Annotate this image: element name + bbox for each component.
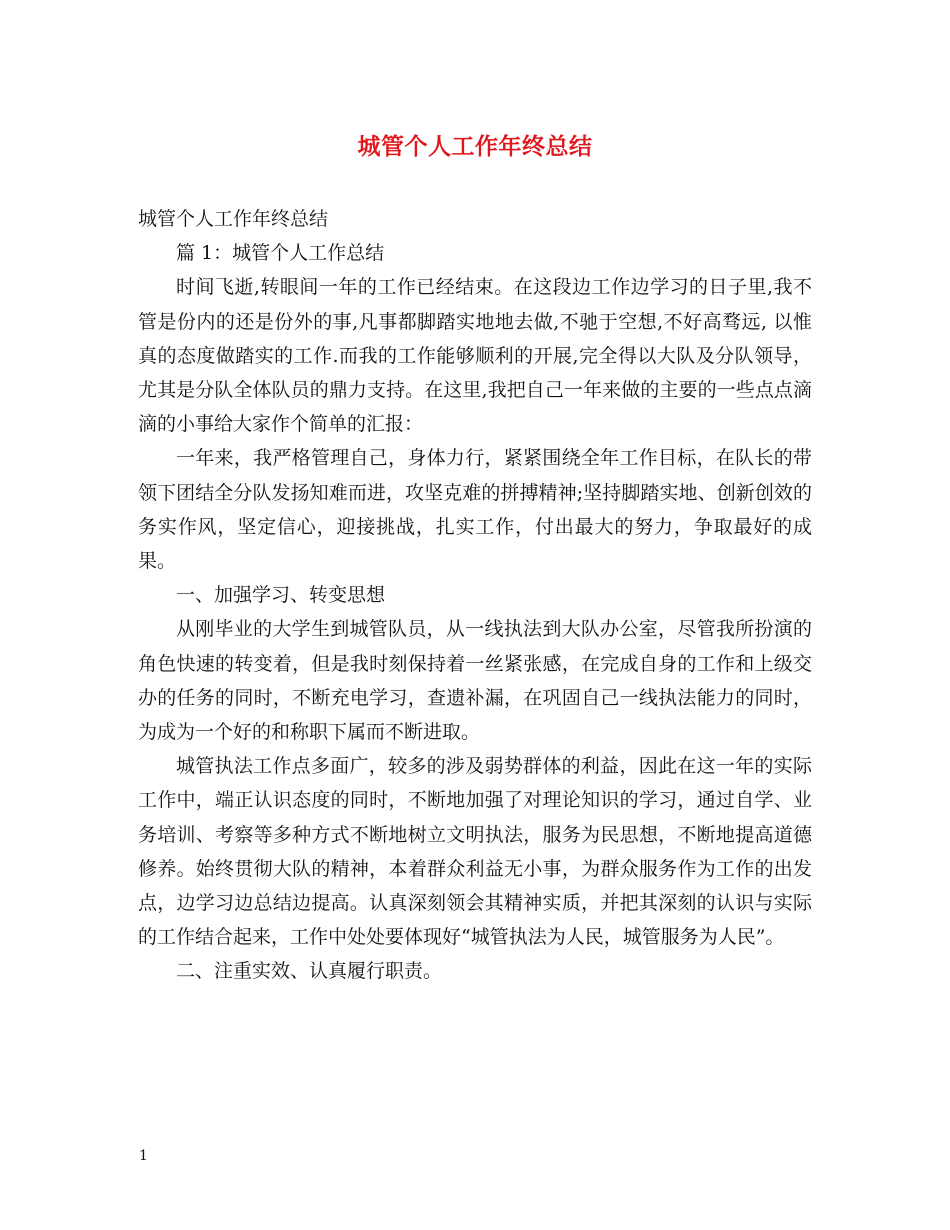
body-paragraph: 城管个人工作年终总结 [138, 208, 329, 230]
section-heading: 篇 1：城管个人工作总结 [176, 242, 385, 265]
body-paragraph: 一年来，我严格管理自己，身体力行，紧紧围绕全年工作目标，在队长的带领下团结全分队发扬知难而进，攻坚克难的拼搏精神;坚持脚踏实地、创新创效的务实作风，坚定信心，迎接挑战，扎实工作，付出最大的努力，争取最好的成果。 [138, 447, 812, 573]
document-title: 城管个人工作年终总结 [357, 133, 593, 160]
section-heading: 一、加强学习、转变思想 [176, 584, 386, 607]
body-paragraph: 从刚毕业的大学生到城管队员，从一线执法到大队办公室，尽管我所扮演的角色快速的转变着，但是我时刻保持着一丝紧张感，在完成自身的工作和上级交办的任务的同时，不断充电学习，查遗补漏，在巩固自己一线执法能力的同时，为成为一个好的和称职下属而不断进取。 [138, 618, 812, 744]
document-body [138, 202, 812, 989]
body-paragraph: 时间飞逝,转眼间一年的工作已经结束。在这段边工作边学习的日子里,我不管是份内的还是份外的事,凡事都脚踏实地地去做,不驰于空想,不好高骛远, 以惟真的态度做踏实的工作.而我的工作能够顺利的开展,完全得以大队及分队领导，尤其是分队全体队员的鼎力支持。在这里,我把自己一年来做的主要的一些点点滴滴的小事给大家作个简单的汇报： [138, 276, 812, 436]
body-paragraph: 城管执法工作点多面广，较多的涉及弱势群体的利益，因此在这一年的实际工作中，端正认识态度的同时，不断地加强了对理论知识的学习，通过自学、业务培训、考察等多种方式不断地树立文明执法，服务为民思想，不断地提高道德修养。始终贯彻大队的精神，本着群众利益无小事，为群众服务作为工作的出发点，边学习边总结边提高。认真深刻领会其精神实质，并把其深刻的认识与实际的工作结合起来，工作中处处要体现好“城管执法为人民，城管服务为人民”。 [138, 755, 812, 949]
page-number: 1 [139, 1148, 148, 1164]
section-heading: 二、注重实效、认真履行职责。 [176, 960, 443, 983]
